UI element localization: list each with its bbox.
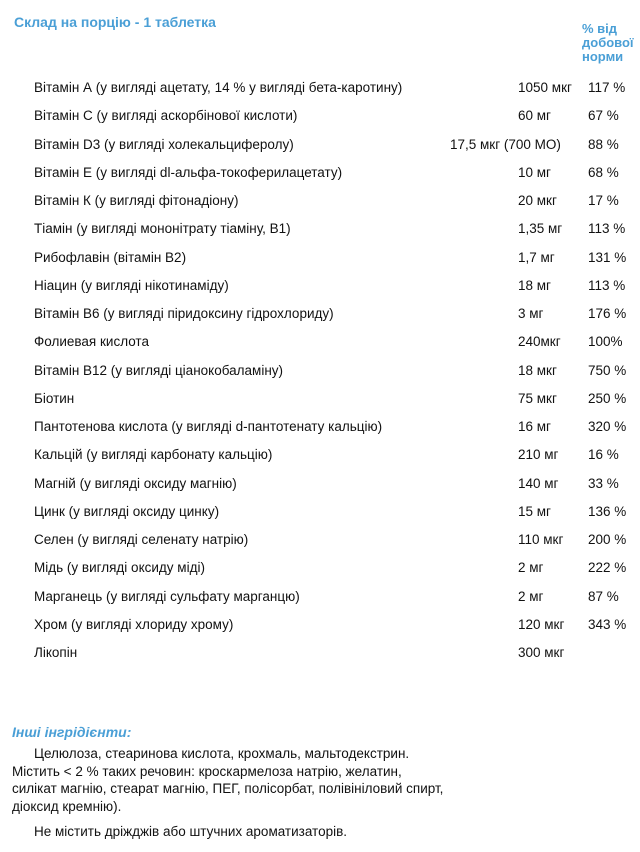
table-row [0,104,640,132]
nutrient-amount: 1050 мкг [518,80,572,95]
table-row [0,641,640,669]
table-row [0,556,640,584]
other-ingredients-line: Містить < 2 % таких речовин: кроскармелоза натрію, желатин, [12,763,402,779]
nutrient-amount: 140 мг [518,475,559,491]
nutrient-amount: 2 мг [518,588,544,604]
table-row [0,189,640,217]
table-row [0,387,640,415]
nutrient-amount: 18 мкг [518,362,557,378]
nutrient-amount: 110 мкг [518,532,564,547]
table-row [0,443,640,471]
nutrient-amount: 18 мг [518,277,551,293]
other-ingredients-title: Інші інгрідієнти: [12,724,132,740]
daily-value-header: % від добової норми [582,21,634,64]
table-row [0,613,640,641]
nutrient-amount: 60 мг [518,108,551,124]
nutrient-name: Селен (у вигляді селенату натрію) [34,532,249,547]
daily-value-percent: 87 % [588,588,619,604]
nutrient-name: Лікопін [34,645,78,660]
nutrient-name: Тіамін (у вигляді мононітрату тіаміну, В1) [34,221,291,237]
nutrient-name: Вітамін В12 (у вигляді ціанокобаламіну) [34,362,284,378]
nutrient-amount: 1,7 мг [518,249,555,265]
other-ingredients-line: Целюлоза, стеаринова кислота, крохмаль, мальтодекстрин. [34,746,410,761]
table-row [0,133,640,161]
table-row [0,246,640,274]
no-yeast-note: Не містить дріжджів або штучних ароматизаторів. [34,824,348,839]
other-ingredients-text [12,745,612,815]
daily-value-percent: 88 % [588,136,619,152]
nutrient-amount: 240мкг [518,334,561,350]
nutrient-name: Рибофлавін (вітамін В2) [34,249,187,265]
daily-value-percent: 320 % [588,419,627,434]
nutrient-name: Магній (у вигляді оксиду магнію) [34,475,237,491]
daily-value-percent: 68 % [588,164,619,180]
daily-value-percent: 750 % [588,362,627,378]
table-row [0,472,640,500]
table-row [0,330,640,358]
nutrient-amount: 10 мг [518,164,551,180]
nutrient-amount: 120 мкг [518,616,565,632]
daily-value-percent: 113 % [588,277,626,293]
table-row [0,76,640,104]
nutrient-name: Біотин [34,390,75,406]
nutrient-name: Вітамін А (у вигляді ацетату, 14 % у вигляді бета-каротину) [34,80,403,95]
table-row [0,500,640,528]
nutrient-name: Фолиевая кислота [34,334,149,350]
nutrient-name: Цинк (у вигляді оксиду цинку) [34,503,220,519]
nutrient-amount: 210 мг [518,447,559,463]
table-row [0,161,640,189]
nutrient-name: Вітамін В6 (у вигляді піридоксину гідрохлориду) [34,306,334,321]
nutrient-name: Хром (у вигляді хлориду хрому) [34,616,234,632]
table-row [0,359,640,387]
nutrient-name: Вітамін К (у вигляді фітонадіону) [34,193,239,208]
nutrient-name: Вітамін D3 (у вигляді холекальциферолу) [34,136,294,152]
daily-value-percent: 33 % [588,475,619,491]
nutrient-amount: 20 мкг [518,193,557,208]
table-row [0,585,640,613]
table-row [0,217,640,245]
daily-value-percent: 222 % [588,560,627,576]
nutrient-amount: 17,5 мкг (700 МО) [450,136,561,152]
daily-value-percent: 250 % [588,390,627,406]
table-row [0,528,640,556]
nutrient-name: Мідь (у вигляді оксиду міді) [34,560,205,576]
nutrient-amount: 75 мкг [518,390,557,406]
nutrient-name: Марганець (у вигляді сульфату марганцю) [34,588,300,604]
nutrient-amount: 300 мкг [518,645,565,660]
daily-value-percent: 131 % [588,249,627,265]
daily-value-percent: 176 % [588,306,627,321]
nutrient-amount: 15 мг [518,503,551,519]
nutrient-name: Пантотенова кислота (у вигляді d-пантотенату кальцію) [34,419,383,434]
daily-value-percent: 100% [588,334,623,350]
table-row [0,302,640,330]
daily-value-percent: 117 % [588,80,626,95]
other-ingredients-line: силікат магнію, стеарат магнію, ПЕГ, полісорбат, полівініловий спирт, [12,781,444,796]
nutrient-amount: 16 мг [518,419,551,434]
header-title: Склад на порцію - 1 таблетка [14,14,216,30]
daily-value-percent: 67 % [588,108,619,124]
nutrient-amount: 1,35 мг [518,221,563,237]
daily-value-percent: 136 % [588,503,627,519]
nutrient-amount: 3 мг [518,306,544,321]
nutrient-table [0,76,640,669]
daily-value-percent: 17 % [588,193,619,208]
nutrient-name: Вітамін Е (у вигляді dl-альфа-токоферилацетату) [34,164,343,180]
other-ingredients-line: діоксид кремнію). [12,798,122,814]
nutrient-name: Кальцій (у вигляді карбонату кальцію) [34,447,273,463]
daily-value-percent: 200 % [588,532,627,547]
table-row [0,415,640,443]
nutrient-name: Вітамін С (у вигляді аскорбінової кислоти) [34,108,298,124]
table-row [0,274,640,302]
daily-value-percent: 16 % [588,447,619,463]
nutrient-name: Ніацин (у вигляді нікотинаміду) [34,277,229,293]
daily-value-percent: 343 % [588,616,627,632]
daily-value-percent: 113 % [588,221,626,237]
nutrient-amount: 2 мг [518,560,544,576]
